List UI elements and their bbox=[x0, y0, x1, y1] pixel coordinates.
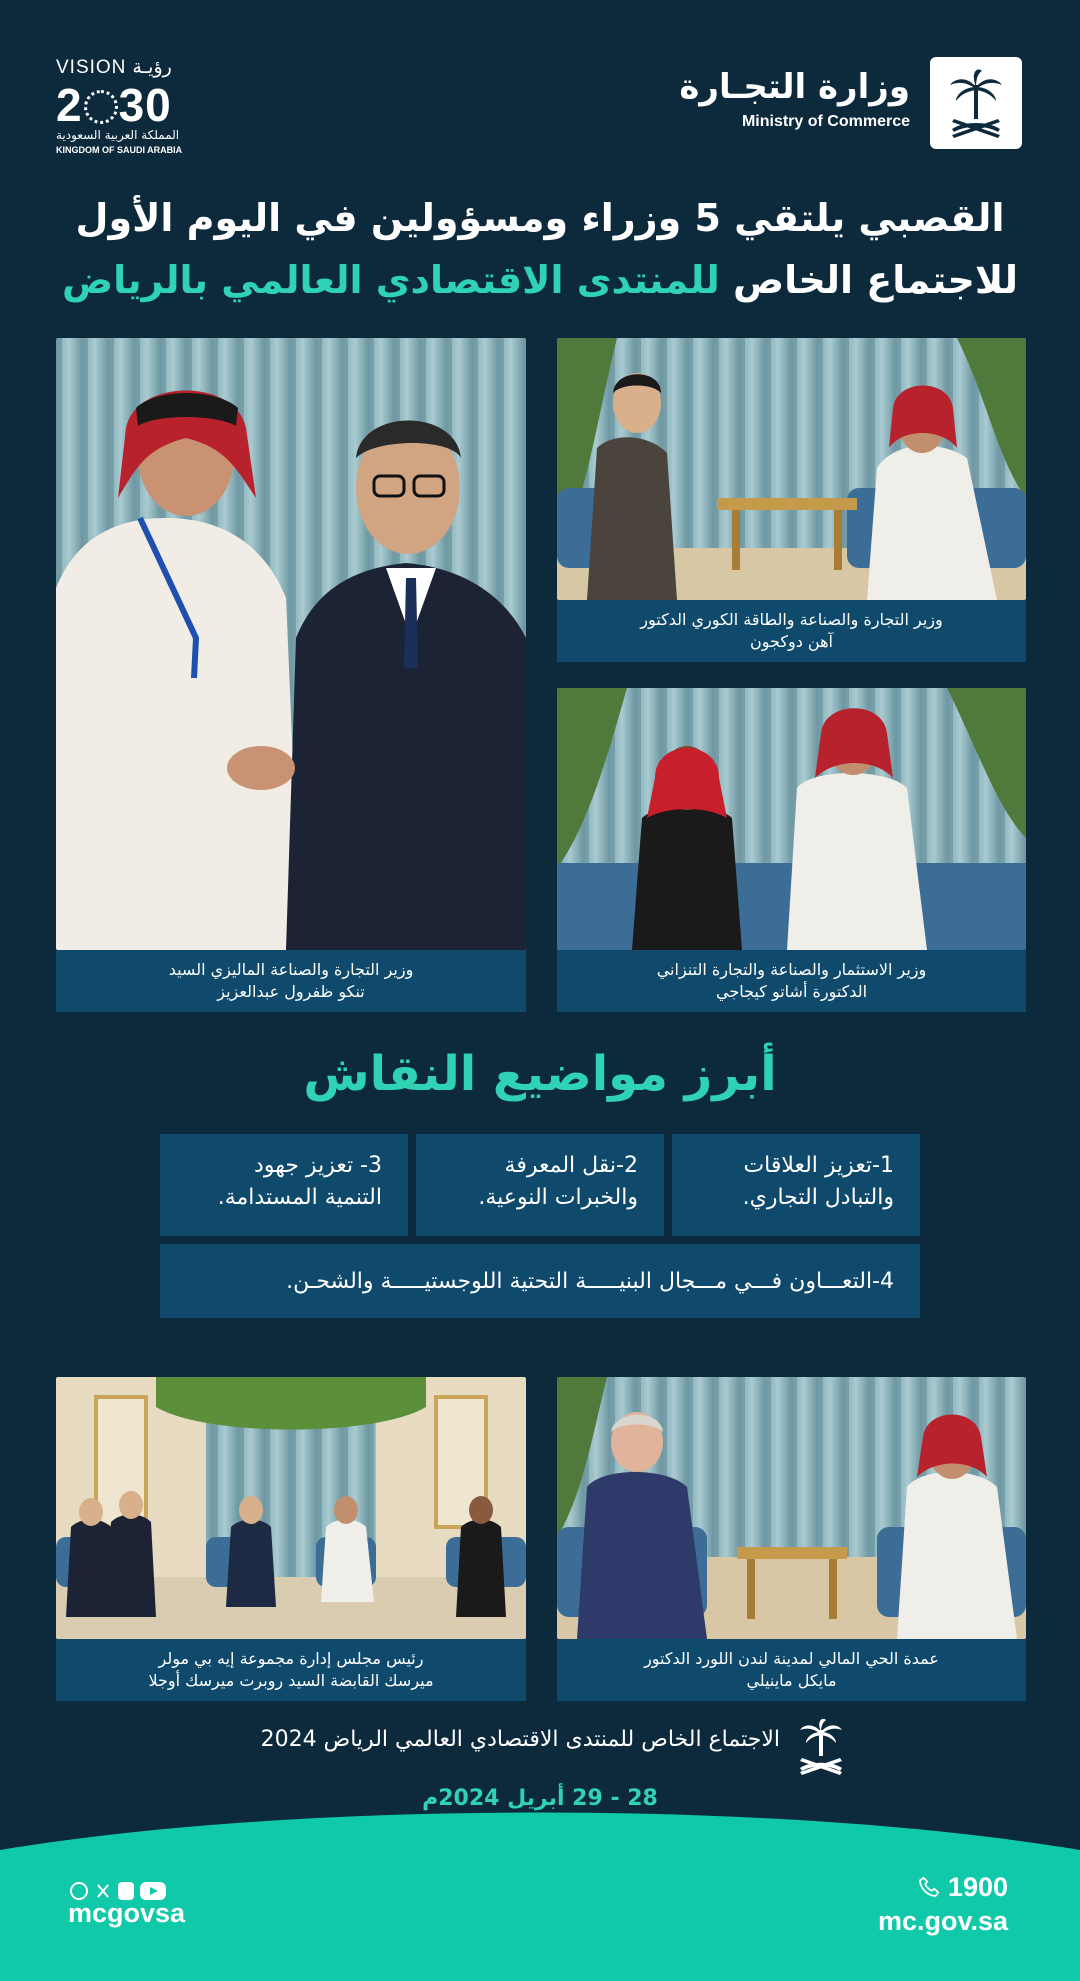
ministry-name-arabic: وزارة التجـارة bbox=[679, 67, 910, 107]
caption-line-2: آهن دوكجون bbox=[750, 632, 833, 651]
vision-year-left: 2 bbox=[56, 79, 83, 131]
caption-line-2: ميرسك القابضة السيد روبرت ميرسك أوجلا bbox=[148, 1671, 434, 1690]
instagram-icon[interactable] bbox=[70, 1882, 88, 1900]
vision-year-right: 30 bbox=[118, 79, 172, 131]
photo-tanzanian-minister bbox=[557, 688, 1026, 950]
photo-lord-mayor-london bbox=[557, 1377, 1026, 1639]
topic-2-line-1: 2-نقل المعرفة bbox=[504, 1153, 638, 1178]
vision-kingdom-en: KINGDOM OF SAUDI ARABIA bbox=[56, 145, 183, 155]
headline-line-2-plain: للاجتماع الخاص bbox=[719, 258, 1019, 302]
topic-card-1 bbox=[672, 1134, 920, 1236]
event-date: 28 - 29 أبريل 2024م bbox=[422, 1786, 658, 1811]
social-handle[interactable]: mcgovsa bbox=[68, 1898, 186, 1928]
vision-2030-logo bbox=[56, 56, 206, 156]
phone-number[interactable] bbox=[918, 1872, 1008, 1903]
topics-heading: أبرز مواضيع النقاش bbox=[303, 1046, 777, 1102]
ministry-of-commerce-logo bbox=[679, 57, 1022, 151]
vision-kingdom-ar: المملكة العربية السعودية bbox=[56, 128, 180, 142]
topic-2-line-2: والخبرات النوعية. bbox=[478, 1185, 638, 1210]
youtube-icon[interactable] bbox=[140, 1882, 166, 1900]
vision-sun-icon bbox=[84, 90, 118, 124]
x-icon[interactable] bbox=[94, 1882, 112, 1900]
caption-tanzanian-minister bbox=[557, 950, 1026, 1012]
caption-line-2: الدكتورة أشاتو كيجاجي bbox=[715, 982, 868, 1001]
topic-4-line-1: 4-التعـــاون فـــي مـــجال البنيـــــة التحتية اللوجستيـــــة والشحـن. bbox=[286, 1269, 894, 1294]
photo-malaysian-minister bbox=[56, 338, 526, 950]
photo-maersk-chairman bbox=[56, 1377, 526, 1639]
caption-line-1: وزير التجارة والصناعة الماليزي السيد bbox=[168, 960, 414, 979]
topic-card-4 bbox=[160, 1244, 920, 1318]
topic-card-3 bbox=[160, 1134, 408, 1236]
phone-icon bbox=[918, 1876, 940, 1898]
caption-malaysian-minister bbox=[56, 950, 526, 1012]
topic-card-2 bbox=[416, 1134, 664, 1236]
saudi-emblem-icon bbox=[790, 1716, 852, 1776]
caption-line-2: تنكو ظفرول عبدالعزيز bbox=[217, 982, 365, 1001]
headline-line-2-accent: للمنتدى الاقتصادي العالمي بالرياض bbox=[61, 258, 720, 302]
topic-3-line-1: 3- تعزيز جهود bbox=[254, 1153, 382, 1178]
caption-line-1: وزير التجارة والصناعة والطاقة الكوري الدكتور bbox=[640, 610, 943, 629]
ministry-name-english: Ministry of Commerce bbox=[741, 113, 910, 130]
event-name: الاجتماع الخاص للمنتدى الاقتصادي العالمي الرياض 2024 bbox=[260, 1727, 780, 1752]
caption-line-1: عمدة الحي المالي لمدينة لندن اللورد الدكتور bbox=[644, 1649, 939, 1668]
phone-number-text: 1900 bbox=[947, 1872, 1008, 1902]
vision-label-ar: رؤيـة bbox=[132, 56, 172, 78]
saudi-palm-emblem-icon bbox=[930, 57, 1022, 149]
headline-line-2 bbox=[60, 258, 1020, 302]
topic-1-line-2: والتبادل التجاري. bbox=[742, 1185, 894, 1210]
caption-lord-mayor-london bbox=[557, 1639, 1026, 1701]
photo-korean-minister bbox=[557, 338, 1026, 600]
caption-line-1: رئيس مجلس إدارة مجموعة إيه بي مولر bbox=[158, 1649, 424, 1668]
caption-line-2: مايكل ماينيلي bbox=[746, 1671, 837, 1690]
facebook-icon[interactable] bbox=[118, 1882, 134, 1900]
topic-1-line-1: 1-تعزيز العلاقات bbox=[743, 1153, 894, 1178]
caption-maersk-chairman bbox=[56, 1639, 526, 1701]
topic-3-line-2: التنمية المستدامة. bbox=[217, 1185, 382, 1210]
caption-korean-minister bbox=[557, 600, 1026, 662]
website-link[interactable]: mc.gov.sa bbox=[877, 1906, 1008, 1936]
headline-line-1: القصبي يلتقي 5 وزراء ومسؤولين في اليوم الأول bbox=[75, 196, 1005, 240]
caption-line-1: وزير الاستثمار والصناعة والتجارة التنزاني bbox=[656, 960, 927, 979]
vision-label-en: VISION bbox=[56, 57, 127, 78]
